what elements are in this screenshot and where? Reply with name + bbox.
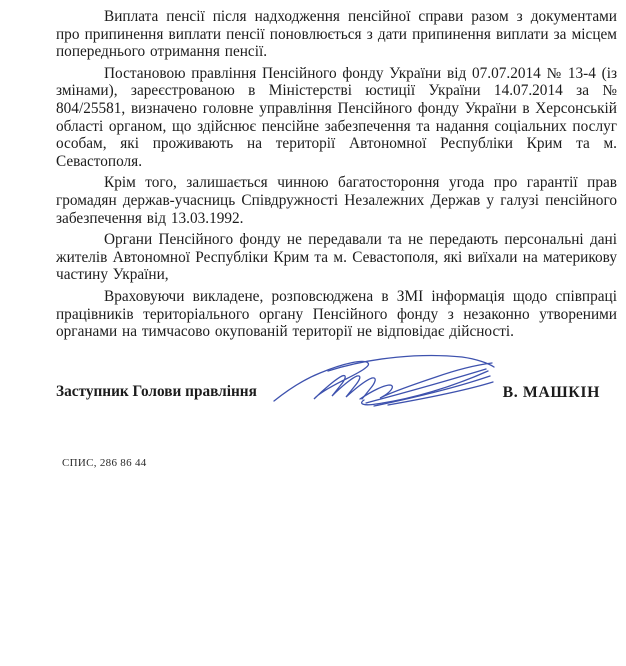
signer-title: Заступник Голови правління: [56, 383, 257, 400]
paragraph: Постановою правління Пенсійного фонду України від 07.07.2014 № 13-4 (із змінами), зареєстрованою в Міністерстві юстиції України 14.07.2014 за № 804/25581, визначено головне управління Пенсійного фонду України в Херсонській області органом, що здійснює пенсійне забезпечення та надання соціальних послуг особам, які проживають на території Автономної Республіки Крим та м. Севастополя.: [56, 64, 617, 170]
handwritten-signature-icon: [272, 349, 500, 409]
signer-name: В. МАШКІН: [502, 384, 600, 401]
paragraph: Крім того, залишається чинною багатостороння угода про гарантії прав громадян держав-учасниць Співдружності Незалежних Держав у галузі пенсійного забезпечення від 13.03.1992.: [56, 174, 617, 227]
paragraph: Органи Пенсійного фонду не передавали та не передають персональні дані жителів Автономної Республіки Крим та м. Севастополя, які виїхали на материкову частину України,: [56, 231, 617, 284]
paragraph: Враховуючи викладене, розповсюджена в ЗМІ інформація щодо співпраці працівників територіального органу Пенсійного фонду з незаконно утвореними органами на тимчасово окупованій території не відповідає дійсності.: [56, 287, 617, 341]
paragraph: Виплата пенсії після надходження пенсійної справи разом з документами про припинення виплати пенсії поновлюється з дати припинення виплати за місцем попереднього отримання пенсії.: [56, 8, 617, 61]
executor-note: СПИС, 286 86 44: [62, 457, 147, 469]
